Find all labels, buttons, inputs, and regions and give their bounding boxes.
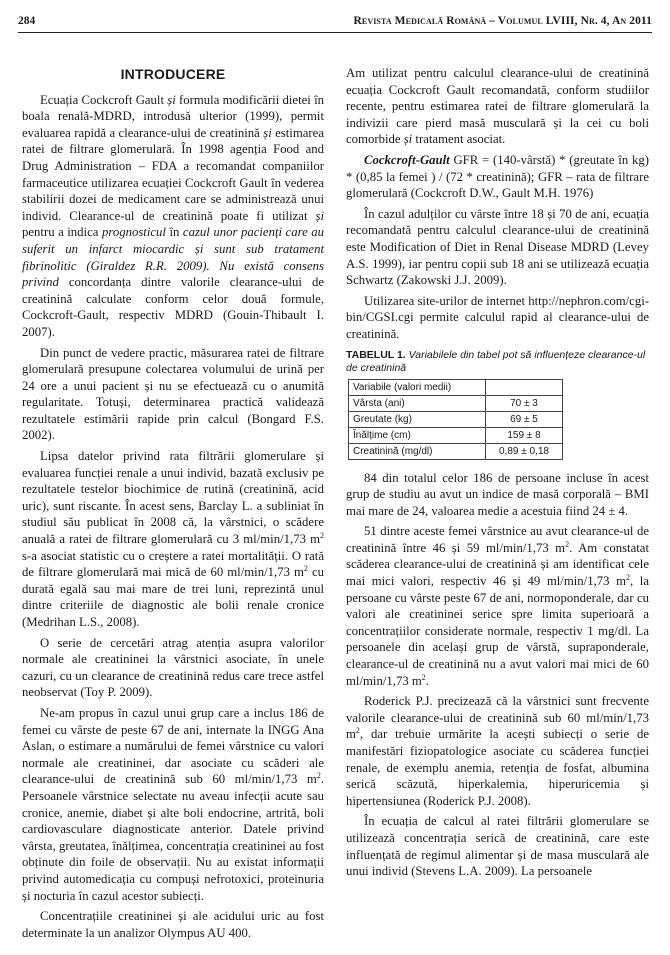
paragraph: 51 dintre aceste femei vârstnice au avut clearance-ul de creatinină între 46 și 59 ml/min/1,73 $m^2$. Am constatat scăderea clearance-ului de creatinină și am identificat cele mai mici valori, respectiv 46 și 49 ml/min/1,73 $m^2$, la persoane cu vârste peste 67 de ani, normoponderale, dar cu valori ale creatininei serice spre limita superioară a concentrațiilor considerate normale, respectiv 1 mg/dl. La persoanele din același grup de vârstă, supraponderale, clearance-ul de creatinină nu a avut valori mai mici de 60 ml/min/1,73 $m^2$. xyxy=(346,524,650,688)
paragraph: Lipsa datelor privind rata filtrării glomerulare și evaluarea funcției renale a unui individ, bazată exclusiv pe rezultatele testelor biochimice de rutină (creatinină, acid uric), sunt riscante. În acest sens, Barclay L. a subliniat în studiul său publicat în 2008 că, la vârstnici, o scădere anuală a ratei de filtrare glomerulară cu 3 ml/min/1,73 $m^2$ s-a asociat statistic cu o creștere a ratei mortalității. O rată de filtrare glomerulară mai mică de 60 ml/min/1,73 $m^2$ cu durată egală sau mai mare de trei luni, reprezintă unul dintre criteriile de diagnostic ale bolii renale cronice (Medrihan L.S., 2008). xyxy=(22,449,324,629)
journal-title: Revista Medicală Română – Volumul LVIII, Nr. 4, An 2011 xyxy=(353,15,652,27)
table-header-cell: Variabile (valori medii) xyxy=(349,379,486,395)
paragraph: Ecuația Cockcroft Gault și formula modificării dietei în boala renală-MDRD, introdusă ulterior (1999), permit evaluarea rapidă a clearance-ului de creatinină și estimarea ratei de filtrare glomerulară. În 1998 agenția Food and Drug Administration – FDA a recomandat companiilor farmaceutice utilizarea ecuației Cockcroft Gault în vederea stabilirii dozei de medicament care se administrează unui individ. Clearance-ul de creatinină poate fi utilizat și pentru a indica prognosticul în cazul unor pacienți care au suferit un infarct miocardic și sunt sub tratament fibrinolitic (Giraldez R.R. 2009). Nu există consens privind concordanța dintre valorile clearance-ului de creatinină calculate conform celor două formule, Cockcroft-Gault, respectiv MDRD (Gouin-Thibault I. 2007). xyxy=(22,92,325,339)
running-header xyxy=(18,12,652,33)
table-cell-value: 69 ± 5 xyxy=(486,411,563,427)
paragraph: O serie de cercetări atrag atenția asupra valorilor normale ale creatininei la vârstnici asociate, în unele cazuri, cu un clearance de creatinină redus care trece astfel neobservat (Toy P. 2009). xyxy=(22,635,324,700)
paragraph: 84 din totalul celor 186 de persoane incluse în acest grup de studiu au avut un indice de masă corporală – BMI mai mare de 24, valoarea medie a acestuia fiind 24 ± 4. xyxy=(346,470,649,518)
table-cell-label: Creatinină (mg/dl) xyxy=(349,443,486,459)
table-cell-value: 0,89 ± 0,18 xyxy=(486,443,563,459)
table-cell-value: 70 ± 3 xyxy=(486,395,563,411)
variables-table xyxy=(348,379,563,460)
table-cell-label: Vârsta (ani) xyxy=(349,395,486,411)
paragraph: Din punct de vedere practic, măsurarea ratei de filtrare glomerulară presupune colectarea volumului de urină per 24 ore a unui pacient și nu se efectuează cu o anumită regularitate. Totuși, determinarea practică validează rezultatele estimării rapide prin calcul (Bongard F.S. 2002). xyxy=(22,345,324,443)
paragraph: Utilizarea site-urilor de internet http://nephron.com/cgi-bin/CGSI.cgi permite calculul rapid al clearance-ului de creatinină. xyxy=(346,293,650,341)
formula-paragraph: Cockcroft-Gault GFR = (140-vârstă) * (greutate în kg) * (0,85 la femei ) / (72 * creatinină); GFR – rata de filtrare glomerulară (Cockcroft D.W., Gault M.H. 1976) xyxy=(346,152,649,201)
table-row xyxy=(349,411,563,427)
table-row xyxy=(349,395,563,411)
table-cell-label: Înălțime (cm) xyxy=(349,427,486,443)
paragraph: În cazul adulților cu vârste între 18 și 70 de ani, ecuația recomandată pentru calculul clearance-ului de creatinină este Modification of Diet in Renal Disease MDRD (Levey A.S. 1999), iar pentru copii sub 18 ani se utilizează ecuația Schwartz (Zakowski J.J. 2009). xyxy=(346,206,649,288)
page-number: 284 xyxy=(18,15,36,27)
table-header-row xyxy=(349,379,563,395)
section-title: INTRODUCERE xyxy=(120,66,226,82)
paragraph: Ne-am propus în cazul unui grup care a inclus 186 de femei cu vârste de peste 67 de ani, internate la INGG Ana Aslan, o estimare a numărului de femei vârstnice cu valori normale ale creatininei, dar asociate cu scăderi ale clearance-ului de creatinină sub 60 ml/min/1,73 $m^2$. Persoanele vârstnice selectate nu aveau infecții acute sau cronice, anemie, diabet și alte boli endocrine, artrită, boli cardiovasculare diagnosticate anterior. Datele privind vârsta, greutatea, înălțimea, concentrația creatininei au fost obținute din foile de observații. Nu au existat informații privind automedicația cu compuși nefrotoxici, proteinuria și nocturia în cazul acestor subiecți. xyxy=(22,705,324,903)
table-row xyxy=(349,427,563,443)
paragraph: Concentrațiile creatininei și ale acidului uric au fost determinate la un analizor Olympus AU 400. xyxy=(22,909,324,940)
right-column xyxy=(346,65,649,884)
table-cell-value: 159 ± 8 xyxy=(486,427,563,443)
formula-name: Cockcroft-Gault xyxy=(364,152,450,167)
table-row xyxy=(349,443,563,459)
paragraph: Am utilizat pentru calculul clearance-ului de creatinină ecuația Cockcroft Gault recomandată, conform studiilor recente, pentru estimarea ratei de filtrare glomerulară la indivizii care pierd masă musculară și la cei cu boli comorbide și tratament asociat. xyxy=(346,66,649,147)
paragraph: Roderick P.J. precizează că la vârstnici sunt frecvente valorile clearance-ului de creatinină sub 60 ml/min/1,73 $m^2$, dar trebuie urmărite la acești subiecți o serie de manifestări fiziopatologice asociate cu scăderea funcției renale, de exemplu anemia, retenția de fosfat, albumina serică scăzută, hiperkalemia, hiperuricemia și hipertensiunea (Roderick P.J. 2008). xyxy=(346,694,649,808)
table-cell-label: Greutate (kg) xyxy=(349,411,486,427)
left-column xyxy=(22,66,324,945)
table-header-cell xyxy=(486,379,563,395)
paragraph: În ecuația de calcul al ratei filtrării glomerulare se utilizează concentrația serică de creatinină, care este influențată de regimul alimentar și de masa musculară ale unui individ (Stevens L.A. 2009). La persoanele xyxy=(346,814,649,879)
table-caption: TABELUL 1. Variabilele din tabel pot să influențeze clearance-ul de creatinină xyxy=(346,348,646,374)
